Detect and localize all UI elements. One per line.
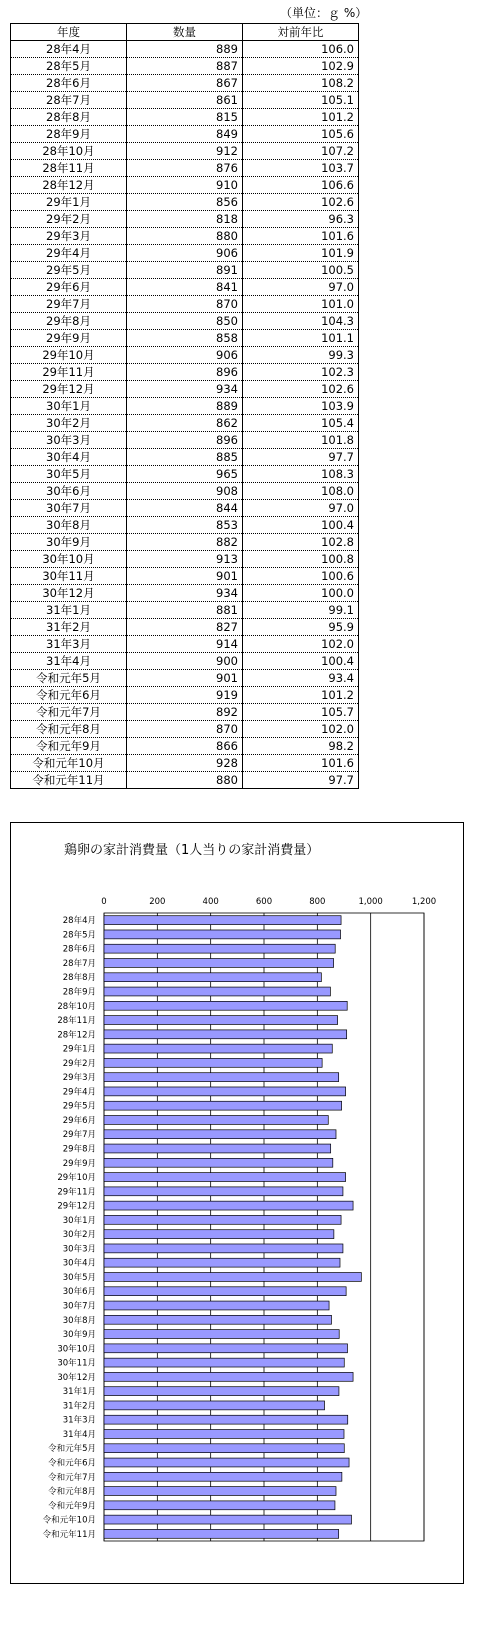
cell-quantity: 889 xyxy=(127,398,243,415)
cell-quantity: 844 xyxy=(127,500,243,517)
y-tick-label: 31年4月 xyxy=(62,1429,96,1440)
cell-year: 令和元年9月 xyxy=(11,738,127,755)
cell-quantity: 913 xyxy=(127,551,243,568)
bar xyxy=(104,1016,338,1025)
y-tick-label: 30年11月 xyxy=(57,1358,96,1369)
y-tick-label: 30年2月 xyxy=(62,1230,96,1241)
y-tick-label: 28年8月 xyxy=(62,973,96,984)
cell-quantity: 850 xyxy=(127,313,243,330)
y-tick-label: 31年2月 xyxy=(62,1401,96,1412)
bar xyxy=(104,930,341,939)
bar xyxy=(104,1472,342,1481)
cell-year: 28年7月 xyxy=(11,92,127,109)
bar xyxy=(104,1529,339,1538)
cell-quantity: 914 xyxy=(127,636,243,653)
cell-year: 令和元年5月 xyxy=(11,670,127,687)
cell-year: 30年9月 xyxy=(11,534,127,551)
cell-quantity: 882 xyxy=(127,534,243,551)
cell-yoy-ratio: 100.6 xyxy=(243,568,359,585)
cell-quantity: 862 xyxy=(127,415,243,432)
cell-year: 29年10月 xyxy=(11,347,127,364)
cell-quantity: 887 xyxy=(127,58,243,75)
cell-year: 29年11月 xyxy=(11,364,127,381)
cell-quantity: 912 xyxy=(127,143,243,160)
y-tick-label: 28年7月 xyxy=(62,958,96,969)
cell-year: 28年4月 xyxy=(11,41,127,58)
bar xyxy=(104,1215,341,1224)
cell-yoy-ratio: 105.6 xyxy=(243,126,359,143)
cell-year: 30年7月 xyxy=(11,500,127,517)
cell-year: 31年2月 xyxy=(11,619,127,636)
bar xyxy=(104,1116,328,1125)
y-tick-label: 29年1月 xyxy=(62,1044,96,1055)
cell-quantity: 906 xyxy=(127,347,243,364)
bar xyxy=(104,1358,344,1367)
cell-yoy-ratio: 106.0 xyxy=(243,41,359,58)
cell-year: 28年10月 xyxy=(11,143,127,160)
cell-quantity: 901 xyxy=(127,568,243,585)
cell-yoy-ratio: 99.3 xyxy=(243,347,359,364)
cell-quantity: 885 xyxy=(127,449,243,466)
x-tick-label: 200 xyxy=(149,897,166,907)
cell-quantity: 815 xyxy=(127,109,243,126)
cell-quantity: 866 xyxy=(127,738,243,755)
cell-year: 30年4月 xyxy=(11,449,127,466)
bar xyxy=(104,1073,339,1082)
bar xyxy=(104,973,321,982)
cell-year: 28年11月 xyxy=(11,160,127,177)
cell-quantity: 880 xyxy=(127,228,243,245)
cell-quantity: 856 xyxy=(127,194,243,211)
cell-year: 28年9月 xyxy=(11,126,127,143)
y-tick-label: 30年4月 xyxy=(62,1258,96,1269)
cell-quantity: 901 xyxy=(127,670,243,687)
y-tick-label: 令和元年5月 xyxy=(48,1444,96,1455)
cell-yoy-ratio: 101.6 xyxy=(243,755,359,772)
cell-yoy-ratio: 105.4 xyxy=(243,415,359,432)
cell-year: 31年4月 xyxy=(11,653,127,670)
x-tick-label: 800 xyxy=(309,897,326,907)
bar xyxy=(104,944,335,953)
cell-year: 29年6月 xyxy=(11,279,127,296)
cell-year: 28年12月 xyxy=(11,177,127,194)
bar xyxy=(104,1372,353,1381)
cell-year: 30年10月 xyxy=(11,551,127,568)
bar xyxy=(104,1458,349,1467)
y-tick-label: 30年10月 xyxy=(57,1344,96,1355)
cell-yoy-ratio: 107.2 xyxy=(243,143,359,160)
cell-year: 29年12月 xyxy=(11,381,127,398)
y-tick-label: 30年3月 xyxy=(62,1244,96,1255)
cell-year: 30年2月 xyxy=(11,415,127,432)
header-yoy-ratio: 対前年比 xyxy=(243,24,359,41)
cell-quantity: 928 xyxy=(127,755,243,772)
cell-quantity: 849 xyxy=(127,126,243,143)
cell-yoy-ratio: 108.0 xyxy=(243,483,359,500)
bar xyxy=(104,1158,333,1167)
cell-yoy-ratio: 101.8 xyxy=(243,432,359,449)
x-tick-label: 1,200 xyxy=(411,897,437,907)
cell-yoy-ratio: 101.6 xyxy=(243,228,359,245)
y-tick-label: 29年11月 xyxy=(57,1187,96,1198)
cell-year: 29年8月 xyxy=(11,313,127,330)
cell-quantity: 853 xyxy=(127,517,243,534)
cell-yoy-ratio: 95.9 xyxy=(243,619,359,636)
cell-yoy-ratio: 101.2 xyxy=(243,687,359,704)
cell-quantity: 841 xyxy=(127,279,243,296)
cell-quantity: 891 xyxy=(127,262,243,279)
cell-year: 令和元年8月 xyxy=(11,721,127,738)
y-tick-label: 31年3月 xyxy=(62,1415,96,1426)
bar xyxy=(104,1430,344,1439)
cell-quantity: 892 xyxy=(127,704,243,721)
cell-year: 30年6月 xyxy=(11,483,127,500)
y-tick-label: 28年10月 xyxy=(57,1001,96,1012)
y-tick-label: 令和元年10月 xyxy=(42,1515,96,1526)
y-tick-label: 31年1月 xyxy=(62,1387,96,1398)
cell-year: 30年1月 xyxy=(11,398,127,415)
y-tick-label: 29年8月 xyxy=(62,1144,96,1155)
cell-year: 29年3月 xyxy=(11,228,127,245)
bar xyxy=(104,1315,331,1324)
cell-quantity: 900 xyxy=(127,653,243,670)
cell-year: 31年1月 xyxy=(11,602,127,619)
cell-quantity: 870 xyxy=(127,296,243,313)
bar xyxy=(104,1258,340,1267)
y-tick-label: 29年12月 xyxy=(57,1201,96,1212)
cell-yoy-ratio: 101.1 xyxy=(243,330,359,347)
cell-yoy-ratio: 102.3 xyxy=(243,364,359,381)
x-tick-label: 400 xyxy=(202,897,219,907)
cell-quantity: 861 xyxy=(127,92,243,109)
cell-year: 29年2月 xyxy=(11,211,127,228)
y-tick-label: 28年5月 xyxy=(62,930,96,941)
bar xyxy=(104,1387,339,1396)
y-tick-label: 30年9月 xyxy=(62,1330,96,1341)
cell-year: 28年6月 xyxy=(11,75,127,92)
cell-yoy-ratio: 105.1 xyxy=(243,92,359,109)
y-tick-label: 30年8月 xyxy=(62,1315,96,1326)
cell-yoy-ratio: 100.0 xyxy=(243,585,359,602)
bar xyxy=(104,1187,343,1196)
cell-yoy-ratio: 102.6 xyxy=(243,194,359,211)
cell-quantity: 880 xyxy=(127,772,243,789)
cell-year: 29年9月 xyxy=(11,330,127,347)
cell-quantity: 919 xyxy=(127,687,243,704)
cell-yoy-ratio: 99.1 xyxy=(243,602,359,619)
cell-yoy-ratio: 97.0 xyxy=(243,279,359,296)
y-tick-label: 令和元年11月 xyxy=(42,1529,96,1540)
y-tick-label: 令和元年7月 xyxy=(48,1472,96,1483)
bar xyxy=(104,1401,325,1410)
cell-yoy-ratio: 101.9 xyxy=(243,245,359,262)
bar xyxy=(104,1058,322,1067)
cell-quantity: 827 xyxy=(127,619,243,636)
cell-yoy-ratio: 102.6 xyxy=(243,381,359,398)
cell-year: 29年7月 xyxy=(11,296,127,313)
cell-yoy-ratio: 97.7 xyxy=(243,772,359,789)
cell-yoy-ratio: 106.6 xyxy=(243,177,359,194)
bar xyxy=(104,1487,336,1496)
cell-year: 30年11月 xyxy=(11,568,127,585)
cell-yoy-ratio: 102.0 xyxy=(243,721,359,738)
cell-quantity: 908 xyxy=(127,483,243,500)
cell-quantity: 910 xyxy=(127,177,243,194)
bar xyxy=(104,1144,331,1153)
cell-yoy-ratio: 103.9 xyxy=(243,398,359,415)
cell-yoy-ratio: 100.5 xyxy=(243,262,359,279)
chart-title: 鶏卵の家計消費量（1人当りの家計消費量） xyxy=(64,843,320,858)
bar xyxy=(104,959,334,968)
bar xyxy=(104,1244,343,1253)
cell-yoy-ratio: 96.3 xyxy=(243,211,359,228)
y-tick-label: 29年4月 xyxy=(62,1087,96,1098)
cell-yoy-ratio: 97.0 xyxy=(243,500,359,517)
cell-year: 30年8月 xyxy=(11,517,127,534)
bar xyxy=(104,987,330,996)
y-tick-label: 28年4月 xyxy=(62,916,96,927)
cell-quantity: 965 xyxy=(127,466,243,483)
cell-year: 31年3月 xyxy=(11,636,127,653)
cell-yoy-ratio: 102.0 xyxy=(243,636,359,653)
cell-quantity: 896 xyxy=(127,432,243,449)
bar xyxy=(104,1130,336,1139)
cell-yoy-ratio: 104.3 xyxy=(243,313,359,330)
cell-year: 令和元年6月 xyxy=(11,687,127,704)
y-tick-label: 30年1月 xyxy=(62,1215,96,1226)
bar xyxy=(104,1087,346,1096)
cell-yoy-ratio: 103.7 xyxy=(243,160,359,177)
x-tick-label: 600 xyxy=(255,897,273,907)
y-tick-label: 29年5月 xyxy=(62,1101,96,1112)
cell-year: 28年8月 xyxy=(11,109,127,126)
y-tick-label: 28年6月 xyxy=(62,944,96,955)
cell-year: 令和元年10月 xyxy=(11,755,127,772)
cell-year: 28年5月 xyxy=(11,58,127,75)
y-tick-label: 29年10月 xyxy=(57,1173,96,1184)
cell-quantity: 818 xyxy=(127,211,243,228)
cell-yoy-ratio: 108.3 xyxy=(243,466,359,483)
bar xyxy=(104,1201,353,1210)
cell-yoy-ratio: 100.4 xyxy=(243,653,359,670)
bar xyxy=(104,1273,361,1282)
cell-year: 令和元年11月 xyxy=(11,772,127,789)
bar xyxy=(104,1344,347,1353)
cell-year: 29年4月 xyxy=(11,245,127,262)
cell-yoy-ratio: 105.7 xyxy=(243,704,359,721)
bar xyxy=(104,1044,332,1053)
header-quantity: 数量 xyxy=(127,24,243,41)
bar xyxy=(104,1501,335,1510)
cell-yoy-ratio: 101.0 xyxy=(243,296,359,313)
y-tick-label: 29年7月 xyxy=(62,1130,96,1141)
cell-year: 30年5月 xyxy=(11,466,127,483)
unit-note: （単位：ｇ %） xyxy=(280,6,368,20)
bar xyxy=(104,1330,339,1339)
y-tick-label: 30年6月 xyxy=(62,1287,96,1298)
cell-yoy-ratio: 101.2 xyxy=(243,109,359,126)
cell-quantity: 896 xyxy=(127,364,243,381)
y-tick-label: 令和元年6月 xyxy=(48,1458,96,1469)
cell-yoy-ratio: 97.7 xyxy=(243,449,359,466)
cell-yoy-ratio: 102.8 xyxy=(243,534,359,551)
cell-quantity: 858 xyxy=(127,330,243,347)
cell-quantity: 934 xyxy=(127,585,243,602)
bar xyxy=(104,1230,334,1239)
cell-yoy-ratio: 100.4 xyxy=(243,517,359,534)
cell-quantity: 934 xyxy=(127,381,243,398)
header-year: 年度 xyxy=(11,24,127,41)
bar xyxy=(104,1444,344,1453)
bar xyxy=(104,1001,347,1010)
y-tick-label: 令和元年8月 xyxy=(48,1487,96,1498)
y-tick-label: 29年3月 xyxy=(62,1073,96,1084)
y-tick-label: 29年2月 xyxy=(62,1058,96,1069)
cell-year: 30年3月 xyxy=(11,432,127,449)
y-tick-label: 29年9月 xyxy=(62,1158,96,1169)
x-tick-label: 0 xyxy=(101,897,107,907)
cell-quantity: 881 xyxy=(127,602,243,619)
cell-yoy-ratio: 100.8 xyxy=(243,551,359,568)
cell-quantity: 867 xyxy=(127,75,243,92)
y-tick-label: 30年5月 xyxy=(62,1272,96,1283)
y-tick-label: 令和元年9月 xyxy=(48,1501,96,1512)
cell-quantity: 889 xyxy=(127,41,243,58)
cell-yoy-ratio: 98.2 xyxy=(243,738,359,755)
bar xyxy=(104,1415,348,1424)
cell-quantity: 876 xyxy=(127,160,243,177)
cell-yoy-ratio: 108.2 xyxy=(243,75,359,92)
y-tick-label: 30年12月 xyxy=(57,1372,96,1383)
x-tick-label: 1,000 xyxy=(358,897,383,907)
cell-yoy-ratio: 102.9 xyxy=(243,58,359,75)
bar xyxy=(104,1287,346,1296)
bar xyxy=(104,1173,346,1182)
bar xyxy=(104,1101,342,1110)
y-tick-label: 28年9月 xyxy=(62,987,96,998)
bar xyxy=(104,1030,347,1039)
cell-year: 29年5月 xyxy=(11,262,127,279)
bar xyxy=(104,916,341,925)
cell-quantity: 906 xyxy=(127,245,243,262)
bar xyxy=(104,1301,329,1310)
cell-year: 29年1月 xyxy=(11,194,127,211)
bar xyxy=(104,1515,351,1524)
cell-year: 令和元年7月 xyxy=(11,704,127,721)
y-tick-label: 28年12月 xyxy=(57,1030,96,1041)
cell-quantity: 870 xyxy=(127,721,243,738)
y-tick-label: 30年7月 xyxy=(62,1301,96,1312)
y-tick-label: 29年6月 xyxy=(62,1115,96,1126)
cell-yoy-ratio: 93.4 xyxy=(243,670,359,687)
y-tick-label: 28年11月 xyxy=(57,1016,96,1027)
cell-year: 30年12月 xyxy=(11,585,127,602)
